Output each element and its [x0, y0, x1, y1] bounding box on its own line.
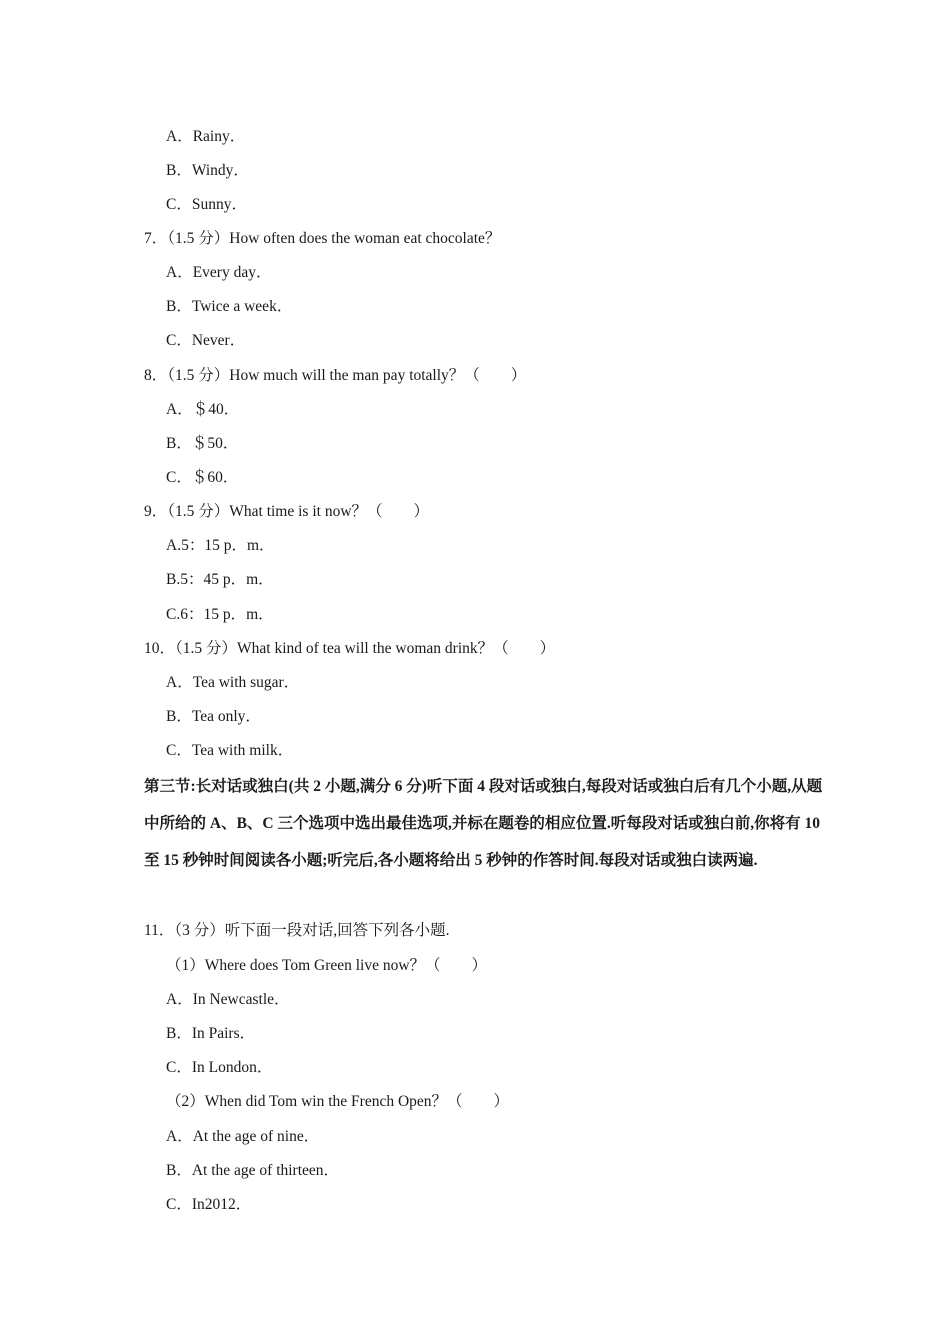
q11-sub2-question: （2）When did Tom win the French Open？（ ） [166, 1093, 510, 1110]
q8-question: 8．（1.5 分）How much will the man pay totally？（ ） [144, 367, 527, 384]
q9-option-a: A.5：15 p．m． [166, 537, 275, 554]
q8-option-a: A．＄40． [166, 401, 240, 418]
q11-sub2-option-a: A．At the age of nine． [166, 1128, 320, 1145]
q7-option-b: B．Twice a week． [166, 298, 293, 315]
q9-question: 9．（1.5 分）What time is it now？（ ） [144, 503, 430, 520]
q6-option-b: B．Windy． [166, 162, 249, 179]
q11-sub1-option-b: B．In Pairs． [166, 1025, 256, 1042]
q7-option-c: C．Never． [166, 332, 246, 349]
q9-option-b: B.5：45 p．m． [166, 571, 274, 588]
q11-sub2-option-b: B．At the age of thirteen． [166, 1162, 340, 1179]
q7-option-a: A．Every day． [166, 264, 272, 281]
q10-option-c: C．Tea with milk． [166, 742, 294, 759]
q11-sub1-question: （1）Where does Tom Green live now？（ ） [166, 957, 488, 974]
q9-option-c: C.6：15 p．m． [166, 606, 274, 623]
section3-instructions: 第三节:长对话或独白(共 2 小题,满分 6 分)听下面 4 段对话或独白,每段对话或独白后有几个小题,从题中所给的 A、B、C 三个选项中选出最佳选项,并标在题卷的相应位置.听每段对话或独白前,你将有 10 至 15 秒钟时间阅读各小题;听完后,各小题将给出 5 秒钟的作答时间.每段对话或独白读两遍. [144, 778, 823, 869]
q8-option-b: B．＄50． [166, 435, 239, 452]
q11-sub1-option-a: A．In Newcastle． [166, 991, 290, 1008]
q10-option-a: A．Tea with sugar． [166, 674, 300, 691]
q7-question: 7．（1.5 分）How often does the woman eat chocolate？ [144, 230, 501, 247]
q10-question: 10．（1.5 分）What kind of tea will the woman drink？（ ） [144, 640, 556, 657]
q6-option-a: A．Rainy． [166, 128, 246, 145]
q11-question: 11．（3 分）听下面一段对话,回答下列各小题. [144, 922, 450, 939]
q10-option-b: B．Tea only． [166, 708, 261, 725]
q11-sub1-option-c: C．In London． [166, 1059, 273, 1076]
q6-option-c: C．Sunny． [166, 196, 247, 213]
q11-sub2-option-c: C．In2012． [166, 1196, 252, 1213]
q8-option-c: C．＄60． [166, 469, 239, 486]
